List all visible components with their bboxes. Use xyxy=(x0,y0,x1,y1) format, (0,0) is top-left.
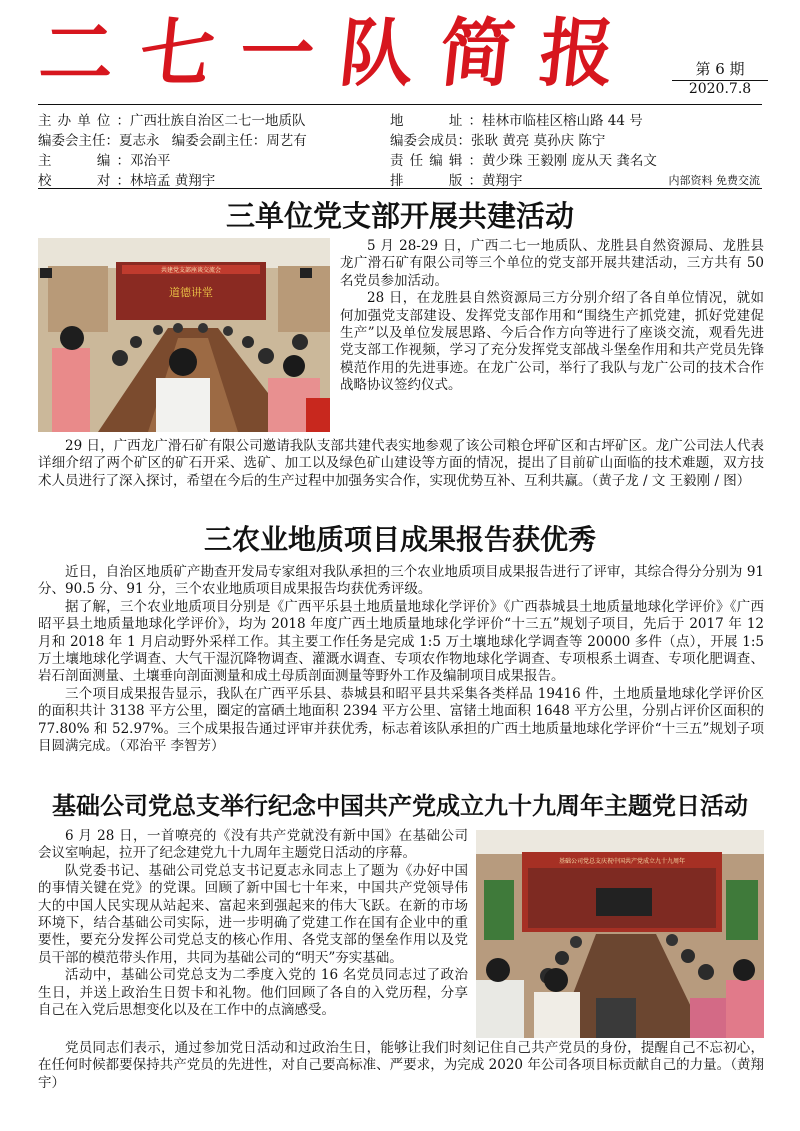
article1-photo-wall: 道德讲堂 xyxy=(169,286,213,299)
address-value: 桂林市临桂区榕山路 44 号 xyxy=(482,113,643,129)
article3-paragraph-1: 6 月 28 日，一首嘹亮的《没有共产党就没有新中国》在基础公司会议室响起，拉开了纪念建党九十九周年主题党日活动的序幕。 xyxy=(38,828,468,862)
article2-headline: 三农业地质项目成果报告获优秀 xyxy=(203,523,596,556)
masthead xyxy=(35,8,680,100)
address-label: 地 址： xyxy=(390,113,482,129)
header-rule xyxy=(38,104,762,105)
sponsor-row xyxy=(38,112,306,131)
article3-body xyxy=(38,1040,764,1092)
article3-paragraph-3: 活动中，基础公司党总支为二季度入党的 16 名党员同志过了政治生日，并送上政治生日贺卡和礼物。他们回顾了各自的入党历程，分享自己在入党后思想变化以及在工作中的点滴感受。 xyxy=(38,967,468,1019)
article2-paragraph-2: 据了解，三个农业地质项目分别是《广西平乐县土地质量地球化学评价》《广西恭城县土地质量地球化学评价》《广西昭平县土地质量地球化学评价》，均为 2018 年度广西土地质量地球化学评价“十三五”规划子项目，先后于 2017 年 12 月和 2018 年 1 月启动野外采样工作。其主要工作任务是完成 1:5 万土壤地球化学调查等 20000 多件（点），开展 1:5 万土壤地球化学调查、大气干湿沉降物调查、灌溉水调查、专项农作物地球化学调查、专项根系土调查、专项化肥调查、岩石剖面测量、土壤垂向剖面测量和成土母质剖面测量等野外工作及编制项目成果报告。 xyxy=(38,598,764,685)
article1-photo-banner: 共建党支部座谈交流会 xyxy=(160,267,222,274)
article2-paragraph-3: 三个项目成果报告显示，我队在广西平乐县、恭城县和昭平县共采集各类样品 19416 件，土地质量地球化学评价区的面积共计 3138 平方公里，圈定的富硒土地面积 2394 平方公里、富锗土地面积 1648 平方公里，分别占评价区面积的 77.80% 和 52.97%。三个成果报告通过评审并获优秀，标志着该队承担的广西土地质量地球化学评价“十三五”规划子项目圆满完成。（邓治平 李智芳） xyxy=(38,685,764,755)
article1-photo xyxy=(38,238,330,432)
article3-column xyxy=(38,828,468,1019)
info-rule xyxy=(38,188,762,189)
article1-paragraph-3: 29 日，广西龙广滑石矿有限公司邀请我队支部共建代表实地参观了该公司粮仓坪矿区和古坪矿区。龙广公司法人代表详细介绍了两个矿区的矿石开采、选矿、加工以及绿色矿山建设等方面的情况，提出了目前矿山面临的技术难题，双方技术人员进行了深入探讨，希望在今后的生产过程中加强务实合作，实现优势互补、互利共赢。（黄子龙 / 文 王毅刚 / 图） xyxy=(38,438,764,489)
editors-row xyxy=(390,152,657,171)
proof-value: 林培孟 黄翔宇 xyxy=(130,173,216,189)
sponsor-label: 主办单位： xyxy=(38,113,130,129)
internal-note: 内部资料 免费交流 xyxy=(668,174,760,187)
article3-paragraph-2: 队党委书记、基础公司党总支书记夏志永同志上了题为《办好中国的事情关键在党》的党课。回顾了新中国七十年来，中国共产党领导伟大的中国人民实现从站起来、富起来到强起来的伟大飞跃。在新的市场环境下，结合基础公司实际，进一步明确了党建工作在国有企业中的重要性，要充分发挥公司党总支的核心作用、各党支部的堡垒作用以及党员干部的模范带头作用，共同为基础公司的“明天”夯实基础。 xyxy=(38,862,468,966)
article2-body xyxy=(38,564,764,755)
article3-headline: 基础公司党总支举行纪念中国共产党成立九十九周年主题党日活动 xyxy=(52,791,748,820)
issue-date: 2020.7.8 xyxy=(688,81,752,97)
article3-photo-banner: 基础公司党总支庆祝中国共产党成立九十九周年 xyxy=(558,858,686,865)
chief-value: 邓治平 xyxy=(130,153,171,169)
layout-value: 黄翔宇 xyxy=(482,173,523,189)
sponsor-value: 广西壮族自治区二七一地质队 xyxy=(130,113,306,129)
article1-column xyxy=(340,238,764,395)
article3-photo xyxy=(476,830,764,1038)
article1-body xyxy=(38,438,764,490)
issue-number: 第 6 期 xyxy=(672,58,768,81)
proof-label: 校 对： xyxy=(38,173,130,189)
director-value: 夏志永 xyxy=(119,133,160,149)
deputy-label: 编委会副主任： xyxy=(171,133,267,149)
chief-label: 主 编： xyxy=(38,153,130,169)
article1-paragraph-2: 28 日，在龙胜县自然资源局三方分别介绍了各自单位情况，就如何加强党支部建设、发挥党支部作用和“围绕生产抓党建，抓好党建促生产”以及单位发展思路、今后合作方向等进行了座谈交流，观看先进党支部工作视频，学习了充分发挥党支部战斗堡垒作用和共产党员先锋模范作用的先进事迹。在龙广公司，举行了我队与龙广公司的技术合作战略协议签约仪式。 xyxy=(340,290,764,394)
party-day-photo-image xyxy=(476,830,764,1038)
address-row xyxy=(390,112,643,131)
masthead-title: 二七一队简报 xyxy=(35,11,645,97)
members-value: 张耿 黄亮 莫孙庆 陈宁 xyxy=(471,133,606,149)
layout-label: 排 版： xyxy=(390,173,482,189)
meeting-photo-image xyxy=(38,238,330,432)
members-row xyxy=(390,132,605,151)
article2-paragraph-1: 近日，自治区地质矿产勘查开发局专家组对我队承担的三个农业地质项目成果报告进行了评审，其综合得分分别为 91 分、90.5 分、91 分，三个农业地质项目成果报告均获优秀评级。 xyxy=(38,564,764,598)
editors-value: 黄少珠 王毅刚 庞从天 龚名文 xyxy=(482,153,657,169)
issue-info xyxy=(672,58,768,97)
editors-label: 责任编辑： xyxy=(390,153,482,169)
director-label: 编委会主任： xyxy=(38,133,119,149)
chief-row xyxy=(38,152,171,171)
article1-headline: 三单位党支部开展共建活动 xyxy=(225,199,574,233)
deputy-value: 周艺有 xyxy=(266,133,307,149)
members-label: 编委会成员： xyxy=(390,133,471,149)
director-row xyxy=(38,132,307,151)
article3-paragraph-4: 党员同志们表示，通过参加党日活动和过政治生日，能够让我们时刻记住自己共产党员的身份，提醒自己不忘初心，在任何时候都要保持共产党员的先进性，对自己要高标准、严要求，为完成 2020 年公司各项目标贡献自己的力量。（黄翔宇） xyxy=(38,1040,764,1091)
article1-paragraph-1: 5 月 28-29 日，广西二七一地质队、龙胜县自然资源局、龙胜县龙广滑石矿有限公司等三个单位的党支部开展共建活动，三方共有 50 名党员参加活动。 xyxy=(340,238,764,289)
